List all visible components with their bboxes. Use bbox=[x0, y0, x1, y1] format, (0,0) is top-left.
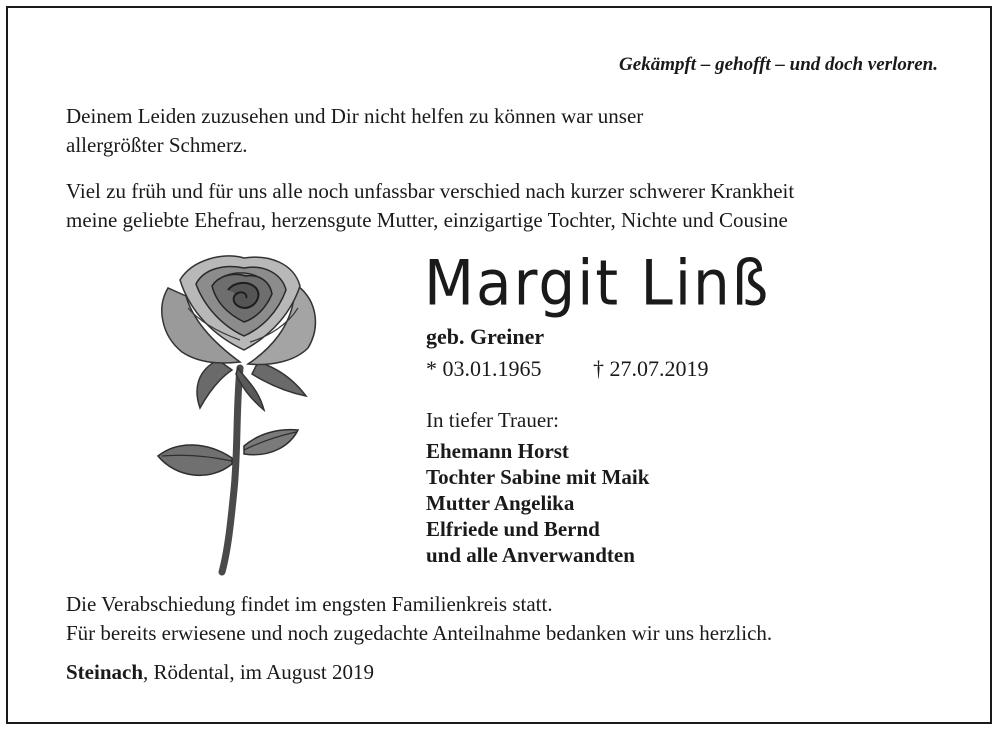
mourner-item: und alle Anverwandten bbox=[426, 543, 635, 567]
mourner-item: Tochter Sabine mit Maik bbox=[426, 465, 650, 489]
maiden-name: geb. Greiner bbox=[426, 324, 545, 349]
farewell-line-2: Für bereits erwiesene und noch zugedachte Anteilnahme bedanken wir uns herzlich. bbox=[66, 621, 773, 645]
intro-line-1: Deinem Leiden zuzusehen und Dir nicht helfen zu können war unser bbox=[66, 104, 644, 128]
announcement-line-1: Viel zu früh und für uns alle noch unfassbar verschied nach kurzer schwerer Krankheit bbox=[66, 179, 795, 203]
mourner-item: Ehemann Horst bbox=[426, 439, 569, 463]
closing-rest: , Rödental, im August 2019 bbox=[143, 660, 375, 684]
intro-line-2: allergrößter Schmerz. bbox=[66, 133, 248, 157]
birth-date: * 03.01.1965 bbox=[426, 356, 542, 381]
mourning-heading: In tiefer Trauer: bbox=[426, 408, 559, 432]
farewell-text bbox=[66, 590, 772, 648]
closing-place: Steinach bbox=[66, 660, 144, 684]
death-date: † 27.07.2019 bbox=[593, 356, 709, 381]
announcement-text bbox=[66, 177, 794, 235]
announcement-line-2: meine geliebte Ehefrau, herzensgute Mutter, einzigartige Tochter, Nichte und Cousine bbox=[66, 208, 788, 232]
rose-icon bbox=[148, 250, 328, 576]
life-dates bbox=[426, 356, 709, 382]
closing-line bbox=[66, 660, 374, 685]
intro-text bbox=[66, 102, 643, 160]
mourner-item: Elfriede und Bernd bbox=[426, 517, 600, 541]
farewell-line-1: Die Verabschiedung findet im engsten Familienkreis statt. bbox=[66, 592, 553, 616]
mourners-list bbox=[426, 438, 649, 568]
deceased-name: Margit Linß bbox=[424, 246, 771, 320]
mourner-item: Mutter Angelika bbox=[426, 491, 575, 515]
motto: Gekämpft – gehofft – und doch verloren. bbox=[619, 54, 938, 75]
